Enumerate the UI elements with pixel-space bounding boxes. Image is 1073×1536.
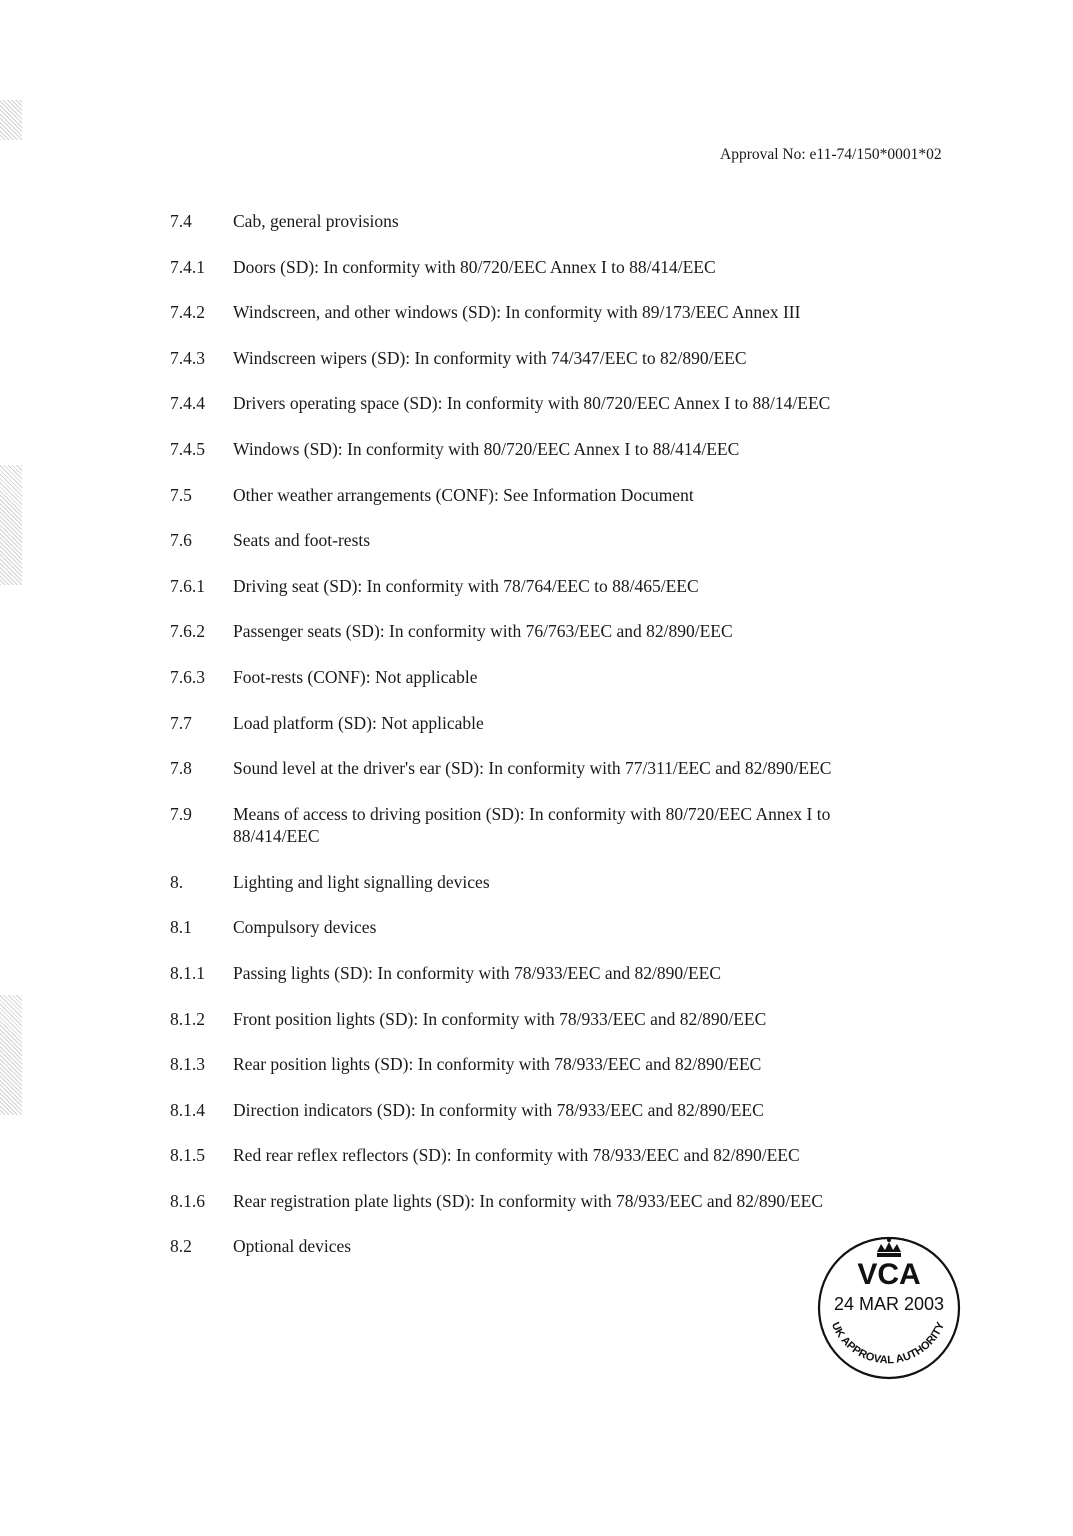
item-text: Compulsory devices (233, 917, 377, 938)
list-item (170, 1099, 890, 1145)
list-item (170, 962, 890, 1008)
provisions-list (170, 210, 890, 1281)
scan-noise (0, 465, 22, 585)
item-number: 7.4.2 (170, 302, 205, 323)
list-item (170, 871, 890, 917)
item-number: 8.1.2 (170, 1008, 205, 1029)
scan-noise (0, 995, 22, 1115)
item-text: Load platform (SD): Not applicable (233, 712, 484, 733)
item-text: Driving seat (SD): In conformity with 78/764/EEC to 88/465/EEC (233, 575, 699, 596)
stamp-date: 24 MAR 2003 (833, 1294, 945, 1314)
item-number: 8.1.4 (170, 1099, 205, 1120)
item-text: Sound level at the driver's ear (SD): In conformity with 77/311/EEC and 82/890/EEC (233, 758, 832, 779)
item-text: Direction indicators (SD): In conformity with 78/933/EEC and 82/890/EEC (233, 1099, 764, 1120)
item-number: 8.1.6 (170, 1190, 205, 1211)
item-text: Lighting and light signalling devices (233, 871, 490, 892)
list-item (170, 256, 890, 302)
item-number: 7.4.1 (170, 256, 205, 277)
item-text: Rear registration plate lights (SD): In conformity with 78/933/EEC and 82/890/EEC (233, 1190, 824, 1211)
item-number: 8.1.3 (170, 1054, 205, 1075)
item-text: Drivers operating space (SD): In conformity with 80/720/EEC Annex I to 88/14/EEC (233, 393, 831, 414)
item-text: Windscreen wipers (SD): In conformity with 74/347/EEC to 82/890/EEC (233, 347, 747, 368)
list-item (170, 1190, 890, 1236)
item-number: 7.9 (170, 803, 192, 824)
list-item (170, 529, 890, 575)
stamp-arc-text (829, 1320, 947, 1366)
list-item (170, 620, 890, 666)
item-number: 7.7 (170, 712, 192, 733)
item-text: Windows (SD): In conformity with 80/720/EEC Annex I to 88/414/EEC (233, 438, 740, 459)
list-item (170, 392, 890, 438)
item-number: 7.4.3 (170, 347, 205, 368)
approval-number: Approval No: e11-74/150*0001*02 (720, 146, 942, 163)
scan-noise (0, 100, 22, 140)
item-text: Red rear reflex reflectors (SD): In conformity with 78/933/EEC and 82/890/EEC (233, 1145, 800, 1166)
item-text: Passing lights (SD): In conformity with 78/933/EEC and 82/890/EEC (233, 962, 722, 983)
item-number: 7.6.2 (170, 621, 205, 642)
approval-stamp (817, 1234, 965, 1391)
stamp-logo: VCA (857, 1258, 921, 1291)
item-number: 7.6.1 (170, 575, 205, 596)
item-number: 8.1.1 (170, 962, 205, 983)
item-text: Windscreen, and other windows (SD): In conformity with 89/173/EEC Annex III (233, 302, 801, 323)
item-number: 7.8 (170, 758, 192, 779)
list-item (170, 1008, 890, 1054)
list-item (170, 438, 890, 484)
item-text: Other weather arrangements (CONF): See Information Document (233, 484, 694, 505)
item-text: Foot-rests (CONF): Not applicable (233, 666, 478, 687)
list-item (170, 1053, 890, 1099)
stamp-svg (817, 1234, 965, 1386)
list-item (170, 712, 890, 758)
list-item (170, 1235, 890, 1281)
list-item (170, 484, 890, 530)
list-item (170, 757, 890, 803)
item-text: Means of access to driving position (SD): In conformity with 80/720/EEC Annex I to 88/414/EEC (233, 803, 831, 846)
list-item (170, 666, 890, 712)
item-number: 8.1 (170, 917, 192, 938)
list-item (170, 347, 890, 393)
item-number: 8. (170, 871, 184, 892)
item-number: 7.5 (170, 484, 192, 505)
list-item (170, 916, 890, 962)
list-item (170, 210, 890, 256)
crown-icon (877, 1238, 901, 1257)
list-item (170, 1144, 890, 1190)
item-number: 7.4.4 (170, 393, 205, 414)
list-item (170, 575, 890, 621)
item-text: Seats and foot-rests (233, 530, 371, 551)
stamp-arc-textpath: UK APPROVAL AUTHORITY (828, 1320, 948, 1367)
item-text: Rear position lights (SD): In conformity with 78/933/EEC and 82/890/EEC (233, 1054, 762, 1075)
list-item (170, 803, 890, 871)
item-number: 8.2 (170, 1236, 192, 1257)
list-item (170, 301, 890, 347)
item-number: 7.6.3 (170, 666, 205, 687)
item-text: Front position lights (SD): In conformity with 78/933/EEC and 82/890/EEC (233, 1008, 767, 1029)
item-text: Cab, general provisions (233, 211, 399, 231)
item-text: Optional devices (233, 1236, 352, 1257)
item-text: Doors (SD): In conformity with 80/720/EEC Annex I to 88/414/EEC (233, 256, 716, 277)
item-number: 8.1.5 (170, 1145, 205, 1166)
item-number: 7.4 (170, 211, 192, 231)
item-number: 7.6 (170, 530, 192, 551)
item-number: 7.4.5 (170, 438, 205, 459)
item-text: Passenger seats (SD): In conformity with 76/763/EEC and 82/890/EEC (233, 621, 733, 642)
